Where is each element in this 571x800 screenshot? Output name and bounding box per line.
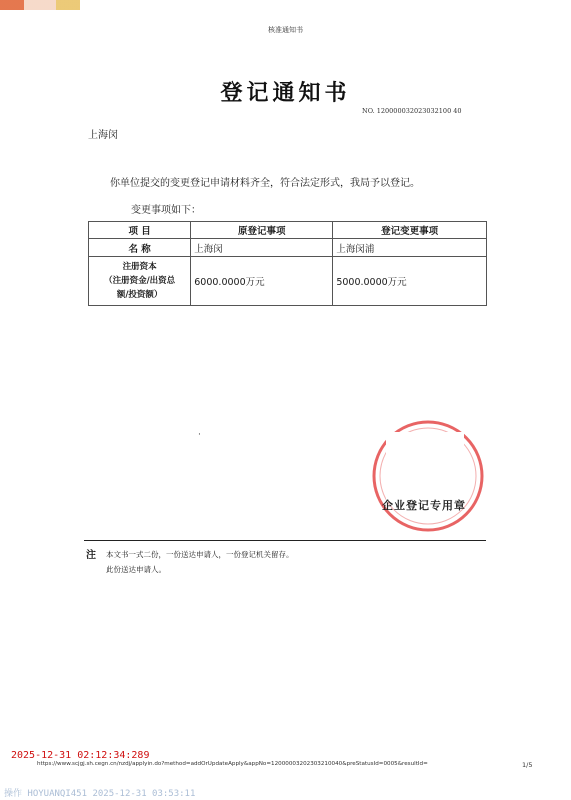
divider [84,540,486,541]
changes-intro: 变更事项如下： [131,205,201,216]
seal-text: 企业登记专用章 [382,499,466,512]
stray-mark: · [198,430,201,440]
note-line: 本文书一式二份，一份送达申请人，一份登记机关留存。 [106,550,294,559]
header-item: 项 目 [89,222,191,239]
row-item: 注册资本 （注册资金/出资总 额/投资额） [89,257,191,306]
page-number: 1/5 [522,761,533,769]
official-seal [368,418,488,534]
row-changed: 上海闵浦 [333,239,487,257]
row-item: 名 称 [89,239,191,257]
row-original: 上海闵 [191,239,333,257]
table-row [89,257,487,306]
header-small-title: 核准通知书 [268,26,303,34]
addressee: 上海闵 [88,130,118,141]
document-title: 登记通知书 [220,80,351,106]
corner-color-mark [0,0,80,10]
capture-timestamp: 2025-12-31 02:12:34:289 [11,750,150,761]
body-paragraph: 你单位提交的变更登记申请材料齐全，符合法定形式，我局予以登记。 [110,178,420,189]
table-row [89,239,487,257]
operator-watermark: 操作 HOYUANQI451 2025-12-31 03:53:11 [4,789,196,799]
row-changed: 5000.0000万元 [333,257,487,306]
page-url: https://www.scjgj.sh.cegn.cn/nzdj/applyin.do?method=addOrUpdateApply&appNo=12000003202303210040&preStatusId=0005&resultId= [37,761,428,767]
document-number: NO. 120000032023032100 40 [362,107,462,115]
header-original: 原登记事项 [191,222,333,239]
note-line: 此份送达申请人。 [106,565,166,574]
table-header-row [89,222,487,239]
note-heading: 注 [86,550,96,561]
row-original: 6000.0000万元 [191,257,333,306]
header-changed: 登记变更事项 [333,222,487,239]
changes-table [88,221,487,306]
